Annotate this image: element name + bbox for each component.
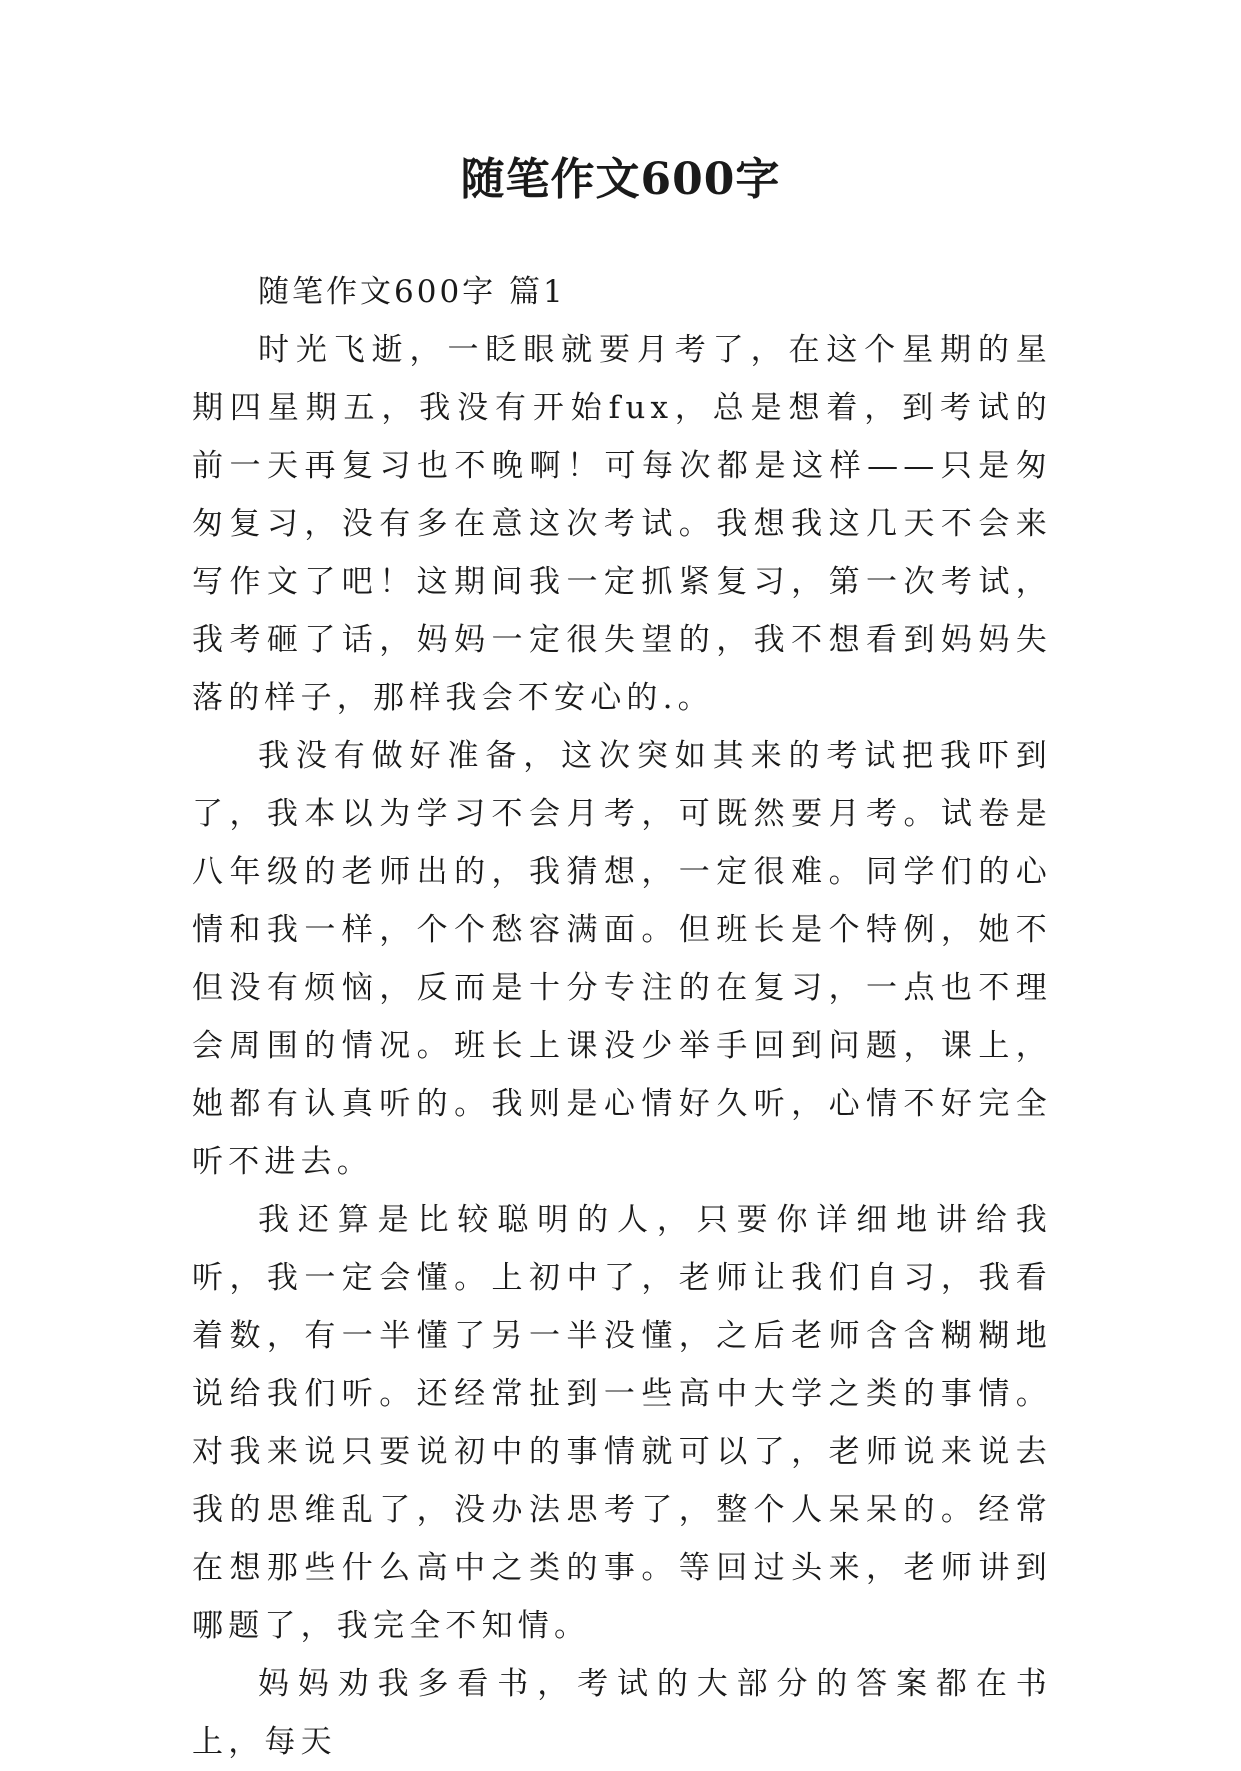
paragraph: 时光飞逝，一眨眼就要月考了，在这个星期的星期四星期五，我没有开始fux，总是想着，到考试的前一天再复习也不晚啊！可每次都是这样——只是匆匆复习，没有多在意这次考试。我想我这几天不会来写作文了吧！这期间我一定抓紧复习，第一次考试，我考砸了话，妈妈一定很失望的，我不想看到妈妈失落的样子，那样我会不安心的.。 [192, 332, 1052, 716]
paragraph: 妈妈劝我多看书，考试的大部分的答案都在书上，每天 [192, 1666, 1052, 1760]
document-title: 随笔作文600字 [460, 154, 781, 205]
document-body [192, 263, 1052, 1771]
section-heading: 随笔作文600字 篇1 [258, 274, 566, 310]
paragraph: 我还算是比较聪明的人，只要你详细地讲给我听，我一定会懂。上初中了，老师让我们自习，我看着数，有一半懂了另一半没懂，之后老师含含糊糊地说给我们听。还经常扯到一些高中大学之类的事情。对我来说只要说初中的事情就可以了，老师说来说去我的思维乱了，没办法思考了，整个人呆呆的。经常在想那些什么高中之类的事。等回过头来，老师讲到哪题了，我完全不知情。 [192, 1202, 1052, 1644]
paragraph: 我没有做好准备，这次突如其来的考试把我吓到了，我本以为学习不会月考，可既然要月考。试卷是八年级的老师出的，我猜想，一定很难。同学们的心情和我一样，个个愁容满面。但班长是个特例，她不但没有烦恼，反而是十分专注的在复习，一点也不理会周围的情况。班长上课没少举手回到问题，课上，她都有认真听的。我则是心情好久听，心情不好完全听不进去。 [192, 738, 1052, 1180]
